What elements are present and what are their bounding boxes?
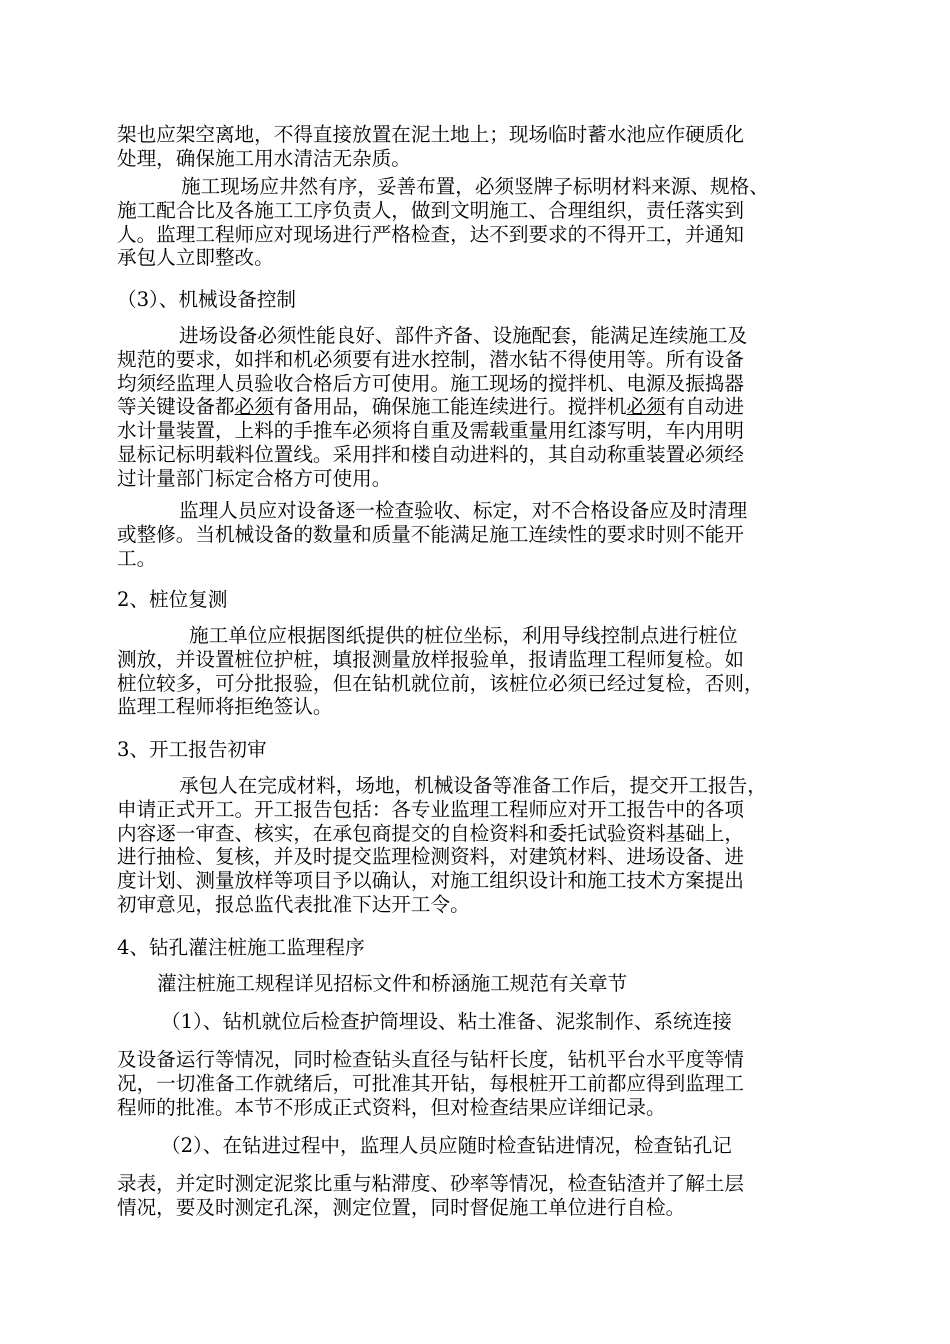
paragraph-equipment bbox=[117, 324, 857, 491]
paragraph-equipment-check bbox=[117, 499, 857, 570]
text-line: 及设备运行等情况，同时检查钻头直径与钻杆长度，钻机平台水平度等情 bbox=[117, 1048, 744, 1071]
text-line: 监理人员应对设备逐一检查验收、标定，对不合格设备应及时清理 bbox=[179, 499, 748, 522]
heading-text: 4、钻孔灌注桩施工监理程序 bbox=[117, 936, 365, 959]
text-line: 承包人立即整改。 bbox=[117, 246, 274, 270]
text-line: 进行抽检、复核，并及时提交监理检测资料，对建筑材料、进场设备、进 bbox=[117, 845, 744, 869]
paragraph-item-1-lead bbox=[117, 1010, 857, 1034]
text-line: 工。 bbox=[117, 546, 157, 570]
underlined-text: 必须 bbox=[234, 395, 274, 419]
text-line: 程师的批准。本节不形成正式资料，但对检查结果应详细记录。 bbox=[117, 1095, 666, 1119]
text-line: 规范的要求，如拌和机必须要有进水控制，潜水钻不得使用等。所有设备 bbox=[117, 347, 744, 371]
paragraph-item-2 bbox=[117, 1172, 857, 1220]
text-line: 过计量部门标定合格方可使用。 bbox=[117, 466, 392, 490]
text-line: 监理工程师将拒绝签认。 bbox=[117, 695, 333, 719]
text-line: 进场设备必须性能良好、部件齐备、设施配套，能满足连续施工及 bbox=[179, 324, 748, 347]
text-run: 有自动进 bbox=[665, 395, 744, 419]
paragraph-pile-position bbox=[117, 624, 857, 719]
paragraph-spec-reference bbox=[117, 972, 857, 996]
heading-equipment-control bbox=[117, 288, 857, 312]
heading-bored-pile-procedure bbox=[117, 936, 857, 960]
text-line: 水计量装置，上料的手推车必须将自重及需载重量用红漆写明，车内用明 bbox=[117, 419, 744, 443]
heading-text: 2、桩位复测 bbox=[117, 588, 228, 611]
paragraph-item-1 bbox=[117, 1048, 857, 1119]
text-line: 人。监理工程师应对现场进行严格检查，达不到要求的不得开工，并通知 bbox=[117, 222, 744, 246]
text-line: 灌注桩施工规程详见招标文件和桥涵施工规范有关章节 bbox=[157, 972, 628, 995]
text-line: 内容逐一审查、核实，在承包商提交的自检资料和委托试验资料基础上， bbox=[117, 821, 744, 845]
text-line: （1）、钻机就位后检查护筒埋设、粘土准备、泥浆制作、系统连接 bbox=[161, 1010, 732, 1033]
text-line: 施工现场应井然有序，妥善布置，必须竖牌子标明材料来源、规格、 bbox=[181, 175, 769, 198]
text-line: 情况，要及时测定孔深，测定位置，同时督促施工单位进行自检。 bbox=[117, 1195, 686, 1219]
paragraph-start-report bbox=[117, 774, 857, 917]
text-line: 度计划、测量放样等项目予以确认，对施工组织设计和施工技术方案提出 bbox=[117, 869, 744, 893]
heading-pile-position bbox=[117, 588, 857, 612]
text-line: 初审意见，报总监代表批准下达开工令。 bbox=[117, 892, 470, 916]
text-line: 显标记标明载料位置线。采用拌和楼自动进料的，其自动称重装置必须经 bbox=[117, 442, 744, 466]
text-line: 或整修。当机械设备的数量和质量不能满足施工连续性的要求时则不能开 bbox=[117, 522, 744, 546]
text-line: 况，一切准备工作就绪后，可批准其开钻，每根桩开工前都应得到监理工 bbox=[117, 1071, 744, 1095]
text-line: 处理，确保施工用水清洁无杂质。 bbox=[117, 146, 411, 170]
underlined-text: 必须 bbox=[626, 395, 666, 419]
text-line: 测放，并设置桩位护桩，填报测量放样报验单，报请监理工程师复检。如 bbox=[117, 647, 744, 671]
text-line: 桩位较多，可分批报验，但在钻机就位前，该桩位必须已经过复检，否则， bbox=[117, 671, 764, 695]
text-line: 施工配合比及各施工工序负责人，做到文明施工、合理组织，责任落实到 bbox=[117, 198, 744, 222]
text-line: 施工单位应根据图纸提供的桩位坐标，利用导线控制点进行桩位 bbox=[189, 624, 738, 647]
text-line: 申请正式开工。开工报告包括：各专业监理工程师应对开工报告中的各项 bbox=[117, 797, 744, 821]
paragraph-storage bbox=[117, 123, 857, 171]
text-line: 承包人在完成材料，场地，机械设备等准备工作后，提交开工报告， bbox=[179, 774, 767, 797]
heading-start-report bbox=[117, 738, 857, 762]
text-run: 等关键设备都 bbox=[117, 395, 235, 419]
text-line: （2）、在钻进过程中，监理人员应随时检查钻进情况，检查钻孔记 bbox=[161, 1134, 732, 1157]
text-run: 有备用品，确保施工能连续进行。搅拌机 bbox=[273, 395, 627, 419]
paragraph-item-2-lead bbox=[117, 1134, 857, 1158]
text-line-with-underline bbox=[117, 395, 857, 419]
text-line: 均须经监理人员验收合格后方可使用。施工现场的搅拌机、电源及振捣器 bbox=[117, 371, 744, 395]
text-line: 录表，并定时测定泥浆比重与粘滞度、砂率等情况，检查钻渣并了解土层 bbox=[117, 1172, 744, 1195]
text-line: 架也应架空离地，不得直接放置在泥土地上；现场临时蓄水池应作硬质化 bbox=[117, 123, 744, 146]
paragraph-site-management bbox=[117, 175, 857, 270]
heading-text: （3）、机械设备控制 bbox=[117, 288, 297, 311]
heading-text: 3、开工报告初审 bbox=[117, 738, 267, 761]
